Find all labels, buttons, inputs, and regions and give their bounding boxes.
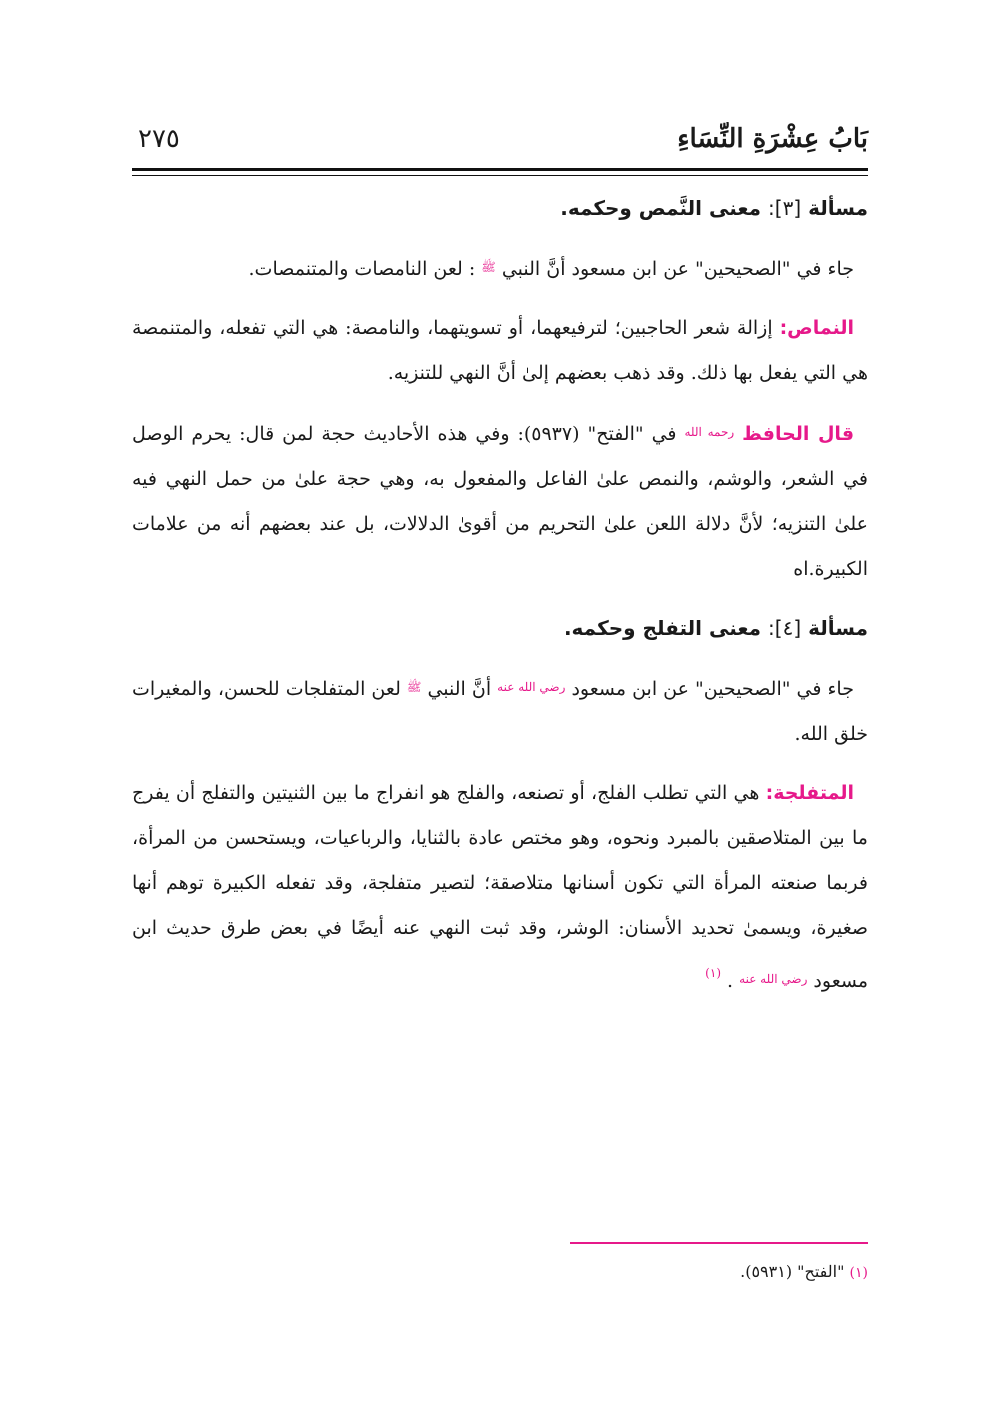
chapter-title: بَابُ عِشْرَةِ النِّسَاءِ <box>677 124 868 154</box>
issue-title: معنى النَّمص وحكمه. <box>560 196 762 220</box>
paragraph-text: : لعن النامصات والمتنمصات. <box>248 258 476 280</box>
paragraph-text: في "الفتح" (٥٩٣٧): وفي هذه الأحاديث حجة لمن قال: يحرم الوصل في الشعر، والوشم، والنمص علىٰ الفاعل والمفعول به، وهي حجة علىٰ من حمل النهي فيه علىٰ التنزيه؛ لأنَّ دلالة اللعن علىٰ التحريم من أقوىٰ الدلالات، بل عند بعضهم أنه من علامات الكبيرة.اه <box>132 423 868 580</box>
running-header <box>132 120 868 164</box>
paragraph-text: لعن المتفلجات للحسن، والمغيرات خلق الله. <box>132 678 868 745</box>
paragraph-text: جاء في "الصحيحين" عن ابن مسعود أنَّ النبي <box>501 258 854 280</box>
issue-heading-4 <box>132 606 868 651</box>
issue-heading-3 <box>132 186 868 231</box>
paragraph-text: . <box>727 970 734 992</box>
paragraph-hafiz-quote <box>132 410 868 592</box>
footnote <box>740 1262 868 1281</box>
footnote-reference[interactable]: (١) <box>705 966 721 980</box>
paragraph-definition-nimas <box>132 306 868 396</box>
paragraph-text: أنَّ النبي <box>427 678 492 700</box>
term-highlight: قال الحافظ <box>742 423 855 445</box>
term-highlight: المتفلجة: <box>765 782 854 804</box>
header-rule-thick <box>132 168 868 171</box>
header-rule-thin <box>132 175 868 176</box>
honorific-glyph: رحمه الله <box>684 425 735 439</box>
paragraph-hadith-namisat <box>132 245 868 292</box>
footnote-text: "الفتح" (٥٩٣١). <box>740 1262 845 1281</box>
paragraph-hadith-mutafallijat <box>132 665 868 757</box>
page-body <box>132 186 868 1018</box>
footnote-number: (١) <box>849 1265 868 1281</box>
issue-label: مسألة <box>808 616 868 640</box>
issue-number: [٤]: <box>768 616 802 640</box>
page-number: ٢٧٥ <box>138 124 180 154</box>
footnote-rule <box>570 1242 868 1244</box>
issue-label: مسألة <box>808 196 868 220</box>
paragraph-text: إزالة شعر الحاجبين؛ لترفيعهما، أو تسويتهما، والنامصة: هي التي تفعله، والمتنمصة هي التي يفعل بها ذلك. وقد ذهب بعضهم إلىٰ أنَّ النهي للتنزيه. <box>132 317 868 384</box>
honorific-glyph: ﷺ <box>481 260 496 274</box>
honorific-glyph: رضي الله عنه <box>497 680 566 694</box>
issue-title: معنى التفلج وحكمه. <box>563 616 762 640</box>
honorific-glyph: رضي الله عنه <box>739 972 808 986</box>
honorific-glyph: ﷺ <box>406 680 422 694</box>
paragraph-text: هي التي تطلب الفلج، أو تصنعه، والفلج هو انفراج ما بين الثنيتين والتفلج أن يفرج ما بين المتلاصقين بالمبرد ونحوه، وهو مختص عادة بالثنايا، والرباعيات، ويستحسن من المرأة، فربما صنعته المرأة التي تكون أسنانها متلاصقة؛ لتصير متفلجة، وقد تفعله الكبيرة توهم أنها صغيرة، ويسمىٰ تحديد الأسنان: الوشر، وقد ثبت النهي عنه أيضًا في بعض طرق حديث ابن مسعود <box>132 782 868 992</box>
issue-number: [٣]: <box>768 196 802 220</box>
paragraph-text: جاء في "الصحيحين" عن ابن مسعود <box>571 678 854 700</box>
paragraph-definition-mutafallija <box>132 771 868 1004</box>
term-highlight: النماص: <box>779 317 854 339</box>
